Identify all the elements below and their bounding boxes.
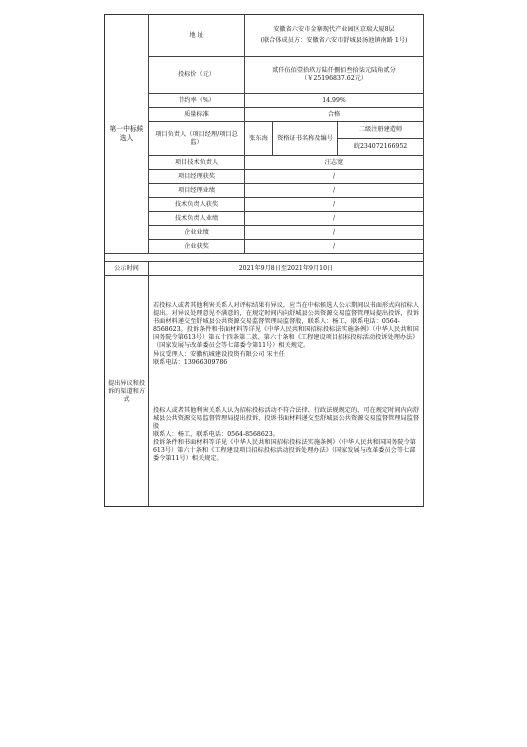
row-value-cell: [245, 240, 424, 254]
address-label-cell: [149, 15, 245, 57]
first-candidate-text: 第一中标候选人: [109, 125, 144, 142]
objection-content-cell: [149, 276, 424, 507]
complaint-paragraph: 投标人或者其他利害关系人认为招标投标活动不符合法律、行政法规规定的，可在规定时间内向舒城县公共资源交易监督管理局提出投诉，投诉书面材料递交至舒城县公共资源交易监督管理局监督股 联系人：杨工，联系电话：0564-8568623。 投诉条件和书面材料等详见《中华人民共和国招标投标法实施条例》（中华人民共和国国务院令第613号）第六十条和《工程建设项目招标投标活动投诉处理办法》（国家发展与改革委员会等七部委令第11号）相关规定。: [153, 406, 420, 463]
publicity-value: 2021年9月8日至2021年9月10日: [238, 264, 334, 272]
first-candidate-label: [105, 15, 149, 254]
row-value-cell: [245, 170, 424, 184]
row-label: 项目经理获奖: [177, 172, 216, 180]
savings-label-cell: [149, 94, 245, 108]
row-label: 企业业绩: [184, 228, 209, 236]
row-value: /: [332, 186, 336, 194]
bid-price-label-cell: [149, 57, 245, 94]
quality-value-cell: [245, 108, 424, 122]
quality-label: 质量标准: [184, 110, 209, 118]
objection-paragraph: 若投标人或者其他利害关系人对评标结果有异议，应当在中标候选人公示期间以书面形式向招标人提出。对异议处理意见不满意的，在规定时间内向舒城县公共资源交易监督管理局提出投诉，投诉书面材料递交至舒城县公共资源交易监督管理局监督股，联系人：杨工，联系电话：0564-8568623。投诉条件和书面材料等详见《中华人民共和国招标投标法实施条例》（中华人民共和国国务院令第613号）第五十四条第二款、第六十条和《工程建设项目招标投标活动投诉处理办法》（国家发展与改革委员会等七部委令第11号）相关规定。 异议受理人：安徽杭城建设投资有限公司 宋主任 联系电话：13966309786: [153, 302, 420, 366]
row-label-cell: [149, 226, 245, 240]
row-label-cell: [149, 198, 245, 212]
pm-name-cell: [245, 122, 273, 156]
pm-label: 项目负责人（项目经理/项目总监）: [155, 130, 238, 146]
row-value: /: [332, 172, 336, 180]
row-label: 项目经理业绩: [177, 186, 216, 194]
row-value: /: [332, 228, 336, 236]
address-value-cell: [245, 15, 424, 57]
row-label-cell: [149, 184, 245, 198]
tech-lead-label: 项目技术负责人: [174, 158, 219, 166]
address-line2: (联合体成员方：安徽省六安市舒城县汤池镇南路 1号): [260, 37, 408, 44]
publicity-label-cell: [105, 262, 149, 276]
row-value-cell: [245, 212, 424, 226]
bid-result-table: [104, 14, 424, 507]
tech-lead-value-cell: [245, 156, 424, 170]
savings-label: 节约率（%）: [178, 96, 215, 104]
cert-number-cell: [338, 139, 424, 156]
objection-label: 提出异议和投诉的渠道和方式: [107, 379, 146, 403]
row-label: 企业获奖: [184, 242, 209, 250]
row-value: /: [332, 214, 336, 222]
row-label: 技术负责人业绩: [174, 214, 219, 222]
address-label: 地 址: [189, 31, 204, 39]
row-value-cell: [245, 226, 424, 240]
tech-lead-label-cell: [149, 156, 245, 170]
spacer-row: [105, 254, 424, 262]
row-value: /: [332, 200, 336, 208]
quality-value: 合格: [327, 110, 341, 118]
row-value-cell: [245, 198, 424, 212]
publicity-label: 公示时间: [114, 264, 139, 272]
row-label-cell: [149, 240, 245, 254]
address-line1: 安徽省六安市金寨现代产业园区京瑞大厦8层: [273, 26, 395, 33]
objection-label-cell: [105, 276, 149, 507]
cert-label-cell: [273, 122, 338, 156]
cert-name: 二级注册建造师: [358, 126, 403, 133]
cert-label: 资格证书名称及编号: [277, 134, 333, 142]
row-value: /: [332, 242, 336, 250]
pm-label-cell: [149, 122, 245, 156]
publicity-value-cell: [149, 262, 424, 276]
pm-name: 张东海: [249, 134, 268, 142]
bid-price-value: 贰仟伍佰壹拾玖万陆仟捌佰叁拾柒元陆角贰分（￥25196837.62元）: [272, 67, 396, 82]
cert-name-cell: [338, 122, 424, 139]
bid-price-value-cell: [245, 57, 424, 94]
row-value-cell: [245, 184, 424, 198]
row-label-cell: [149, 170, 245, 184]
tech-lead-value: 汪志宽: [324, 158, 344, 166]
row-label: 技术负责人获奖: [174, 200, 219, 208]
bid-price-label: 投标价（元）: [177, 71, 216, 78]
quality-label-cell: [149, 108, 245, 122]
savings-value: 14.99%: [322, 96, 346, 104]
savings-value-cell: [245, 94, 424, 108]
row-label-cell: [149, 212, 245, 226]
cert-number: 皖234072166952: [353, 143, 408, 150]
